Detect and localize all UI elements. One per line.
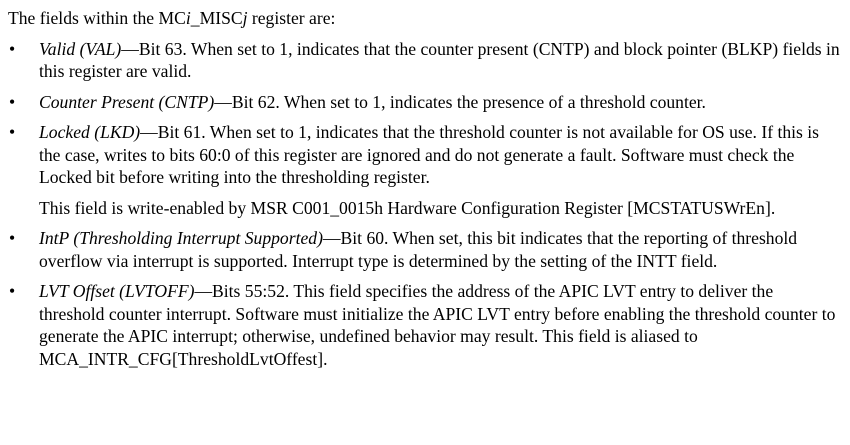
field-note: This field is write-enabled by MSR C001_0015h Hardware Configuration Register [MCSTATUSWrEn].	[39, 197, 776, 218]
bullet-icon: •	[9, 228, 16, 248]
field-item-val	[8, 38, 842, 83]
bullet-icon: •	[9, 38, 16, 59]
intro-paragraph	[8, 7, 842, 30]
field-list	[8, 38, 842, 371]
field-name: Valid (VAL)	[39, 38, 122, 59]
field-description: —Bit 63. When set to 1, indicates that the counter present (CNTP) and block pointer (BLKP) fields in this register are valid.	[39, 38, 840, 81]
field-item-lkd	[8, 121, 842, 219]
field-name: Locked (LKD)	[39, 122, 141, 142]
field-name: IntP (Thresholding Interrupt Supported)	[39, 228, 323, 248]
field-item-lvtoff	[8, 280, 842, 370]
intro-suffix: register are:	[247, 8, 336, 28]
intro-prefix: The fields within the MC	[8, 8, 186, 28]
intro-register-mid: _MISC	[190, 8, 243, 28]
bullet-icon: •	[9, 281, 16, 301]
intro-index-j: j	[242, 8, 248, 28]
field-item-cntp	[8, 91, 842, 114]
field-description: —Bit 62. When set to 1, indicates the presence of a threshold counter.	[214, 91, 706, 112]
field-description: —Bits 55:52. This field specifies the address of the APIC LVT entry to deliver the threshold counter interrupt. Software must initialize the APIC LVT entry before enabling the threshold counter to generate the APIC interrupt; otherwise, undefined behavior may result. This field is aliased to MCA_INTR_CFG[ThresholdLvtOffest].	[39, 281, 836, 369]
bullet-icon: •	[9, 91, 16, 112]
intro-index-i: i	[185, 8, 191, 28]
field-item-intp	[8, 227, 842, 272]
field-name: LVT Offset (LVTOFF)	[39, 281, 195, 301]
field-description: —Bit 61. When set to 1, indicates that the threshold counter is not available for OS use. If this is the case, writes to bits 60:0 of this register are ignored and do not generate a fault. Software must check the Locked bit before writing into the thresholding register.	[39, 122, 820, 187]
field-name: Counter Present (CNTP)	[39, 91, 215, 112]
field-description: —Bit 60. When set, this bit indicates that the reporting of threshold overflow via interrupt is supported. Interrupt type is determined by the setting of the INTT field.	[39, 228, 798, 271]
bullet-icon: •	[9, 122, 16, 142]
